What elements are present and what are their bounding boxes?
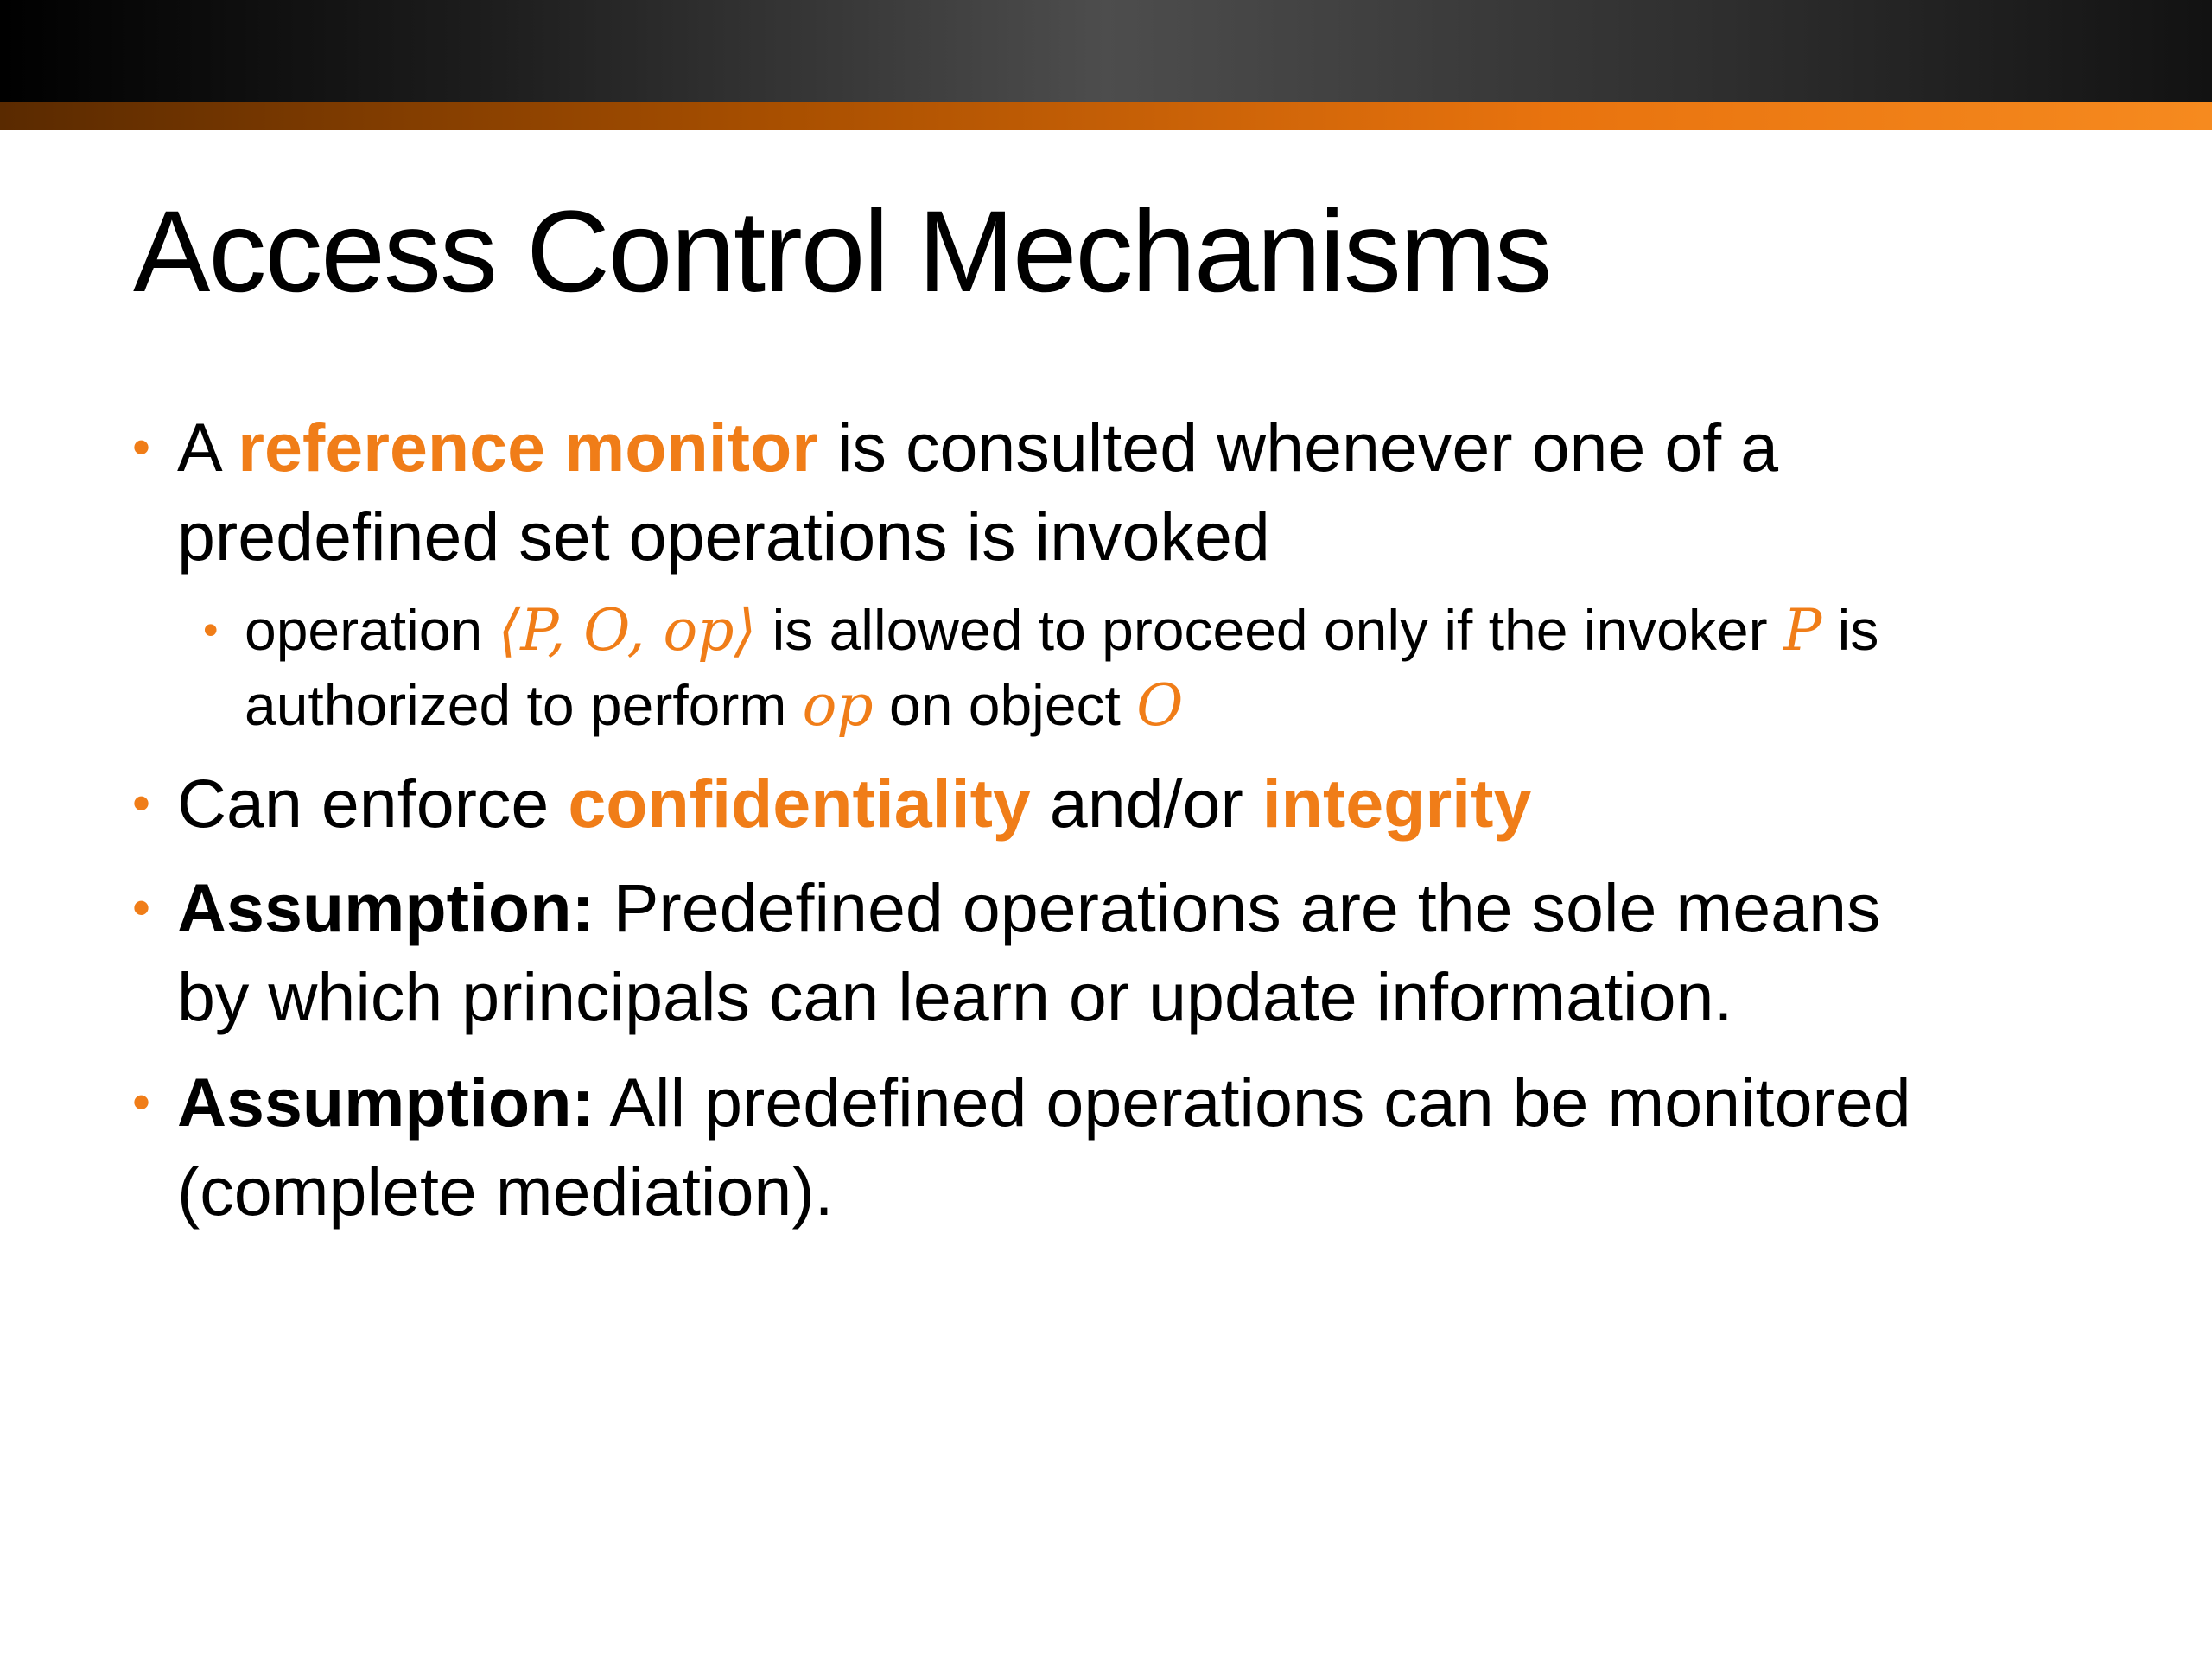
bullet-item-assumption-monitored [132,1058,2130,1236]
sub-bullet-text: on object [873,673,1137,737]
assumption-label: Assumption: [177,869,594,946]
bullet-item-assumption-sole-means [132,863,2130,1041]
math-variable: O [1136,672,1184,739]
math-variable: op [802,672,874,739]
bullet-text: is consulted whenever one of a [818,409,1779,486]
sub-bullet-line [245,668,2197,743]
sub-bullet-text: authorized to perform [245,673,803,737]
bullet-line [177,863,2130,952]
bullet-item-reference-monitor [132,403,2130,581]
bullet-text: Can enforce [177,765,569,842]
bullet-marker: • [132,879,151,937]
math-expression: ⟨P, O, op⟩ [498,597,757,664]
highlight-term: integrity [1262,765,1532,842]
bullet-text: Predefined operations are the sole means [594,869,1881,946]
bullet-line: (complete mediation). [177,1153,834,1230]
bullet-text: All predefined operations can be monitored [594,1064,1911,1141]
bullet-line [177,1058,2130,1147]
sub-bullet-text: is [1821,598,1879,662]
sub-bullet-text: is allowed to proceed only if the invoker [756,598,1783,662]
sub-bullet-line [245,593,2197,668]
bullet-line: predefined set operations is invoked [177,498,1270,575]
math-variable: P [1783,597,1822,664]
sub-bullet-text: operation [245,598,499,662]
slide-title: Access Control Mechanisms [133,188,1551,316]
bullet-marker: • [132,774,151,832]
bullet-line: by which principals can learn or update information. [177,958,1733,1035]
sub-bullet-marker: • [203,606,219,654]
bullet-text: A [177,409,238,486]
bullet-marker: • [132,418,151,476]
bullet-marker: • [132,1073,151,1131]
bullet-line [177,403,2130,492]
bullet-text: and/or [1030,765,1262,842]
highlight-term: confidentiality [568,765,1031,842]
bullet-item-enforce [132,759,2130,848]
bullet-line [177,759,2130,848]
sub-bullet-operation [203,593,2197,743]
highlight-term: reference monitor [238,409,818,486]
assumption-label: Assumption: [177,1064,594,1141]
